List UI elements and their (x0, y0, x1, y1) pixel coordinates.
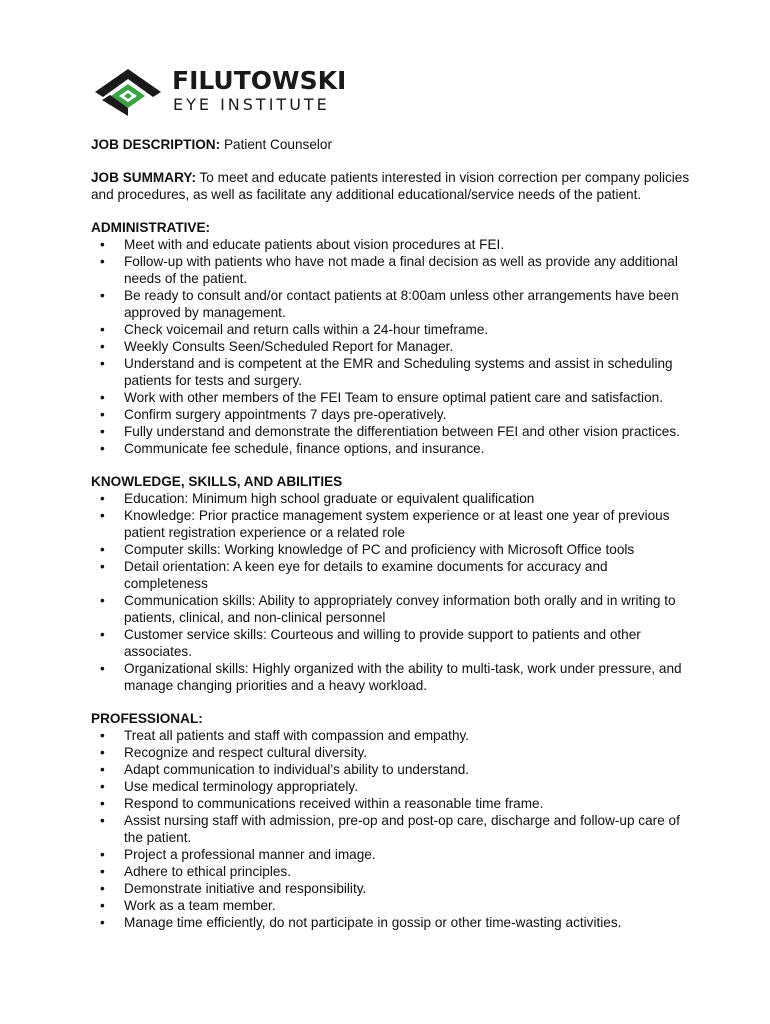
list-item: • Computer skills: Working knowledge of PC and proficiency with Microsoft Office tools (91, 541, 691, 558)
job-summary-label: JOB SUMMARY: (91, 170, 196, 185)
list-item: • Demonstrate initiative and responsibility. (91, 880, 691, 897)
list-item: • Follow-up with patients who have not made a final decision as well as provide any additional needs of the patient. (91, 253, 691, 287)
list-item: • Assist nursing staff with admission, pre-op and post-op care, discharge and follow-up care of the patient. (91, 812, 691, 846)
logo-name: FILUTOWSKI (172, 66, 347, 95)
job-summary-text: To meet and educate patients interested in vision correction per company policies and procedures, as well as facilitate any additional educational/service needs of the patient. (91, 170, 690, 202)
list-item: • Education: Minimum high school graduate or equivalent qualification (91, 490, 691, 507)
list-item: • Fully understand and demonstrate the differentiation between FEI and other vision practices. (91, 423, 691, 440)
job-description-value: Patient Counselor (223, 137, 332, 152)
list-item: • Respond to communications received within a reasonable time frame. (91, 795, 691, 812)
list-item: • Manage time efficiently, do not participate in gossip or other time-wasting activities. (91, 914, 691, 931)
administrative-section (91, 219, 691, 457)
list-item: • Communication skills: Ability to appropriately convey information both orally and in writing to patients, clinical, and non-clinical personnel (91, 592, 691, 626)
job-description-line (91, 136, 691, 153)
list-item: • Weekly Consults Seen/Scheduled Report for Manager. (91, 338, 691, 355)
list-item: • Use medical terminology appropriately. (91, 778, 691, 795)
list-item: • Understand and is competent at the EMR and Scheduling systems and assist in scheduling patients for tests and surgery. (91, 355, 691, 389)
administrative-heading: ADMINISTRATIVE: (91, 220, 211, 235)
ksa-section (91, 473, 691, 694)
list-item: • Customer service skills: Courteous and willing to provide support to patients and other associates. (91, 626, 691, 660)
list-item: • Adapt communication to individual’s ability to understand. (91, 761, 691, 778)
list-item: • Adhere to ethical principles. (91, 863, 691, 880)
list-item: • Be ready to consult and/or contact patients at 8:00am unless other arrangements have been approved by management. (91, 287, 691, 321)
ksa-list (91, 490, 691, 694)
professional-list (91, 727, 691, 931)
list-item: • Recognize and respect cultural diversity. (91, 744, 691, 761)
list-item: • Detail orientation: A keen eye for details to examine documents for accuracy and completeness (91, 558, 691, 592)
job-summary-paragraph (91, 169, 691, 203)
list-item: • Knowledge: Prior practice management system experience or at least one year of previous patient registration experience or a related role (91, 507, 691, 541)
logo-subtitle: EYE INSTITUTE (173, 95, 330, 114)
professional-heading: PROFESSIONAL: (91, 711, 203, 726)
list-item: • Meet with and educate patients about vision procedures at FEI. (91, 236, 691, 253)
list-item: • Work as a team member. (91, 897, 691, 914)
list-item: • Project a professional manner and image. (91, 846, 691, 863)
list-item: • Check voicemail and return calls within a 24-hour timeframe. (91, 321, 691, 338)
company-logo (92, 66, 347, 118)
professional-section (91, 710, 691, 931)
list-item: • Communicate fee schedule, finance options, and insurance. (91, 440, 691, 457)
logo-mark-icon (92, 66, 164, 118)
administrative-list (91, 236, 691, 457)
list-item: • Treat all patients and staff with compassion and empathy. (91, 727, 691, 744)
list-item: • Organizational skills: Highly organized with the ability to multi-task, work under pressure, and manage changing priorities and a heavy workload. (91, 660, 691, 694)
list-item: • Confirm surgery appointments 7 days pre-operatively. (91, 406, 691, 423)
list-item: • Work with other members of the FEI Team to ensure optimal patient care and satisfaction. (91, 389, 691, 406)
document-body (91, 136, 691, 947)
job-description-label: JOB DESCRIPTION: (91, 137, 221, 152)
ksa-heading: KNOWLEDGE, SKILLS, AND ABILITIES (91, 474, 343, 489)
